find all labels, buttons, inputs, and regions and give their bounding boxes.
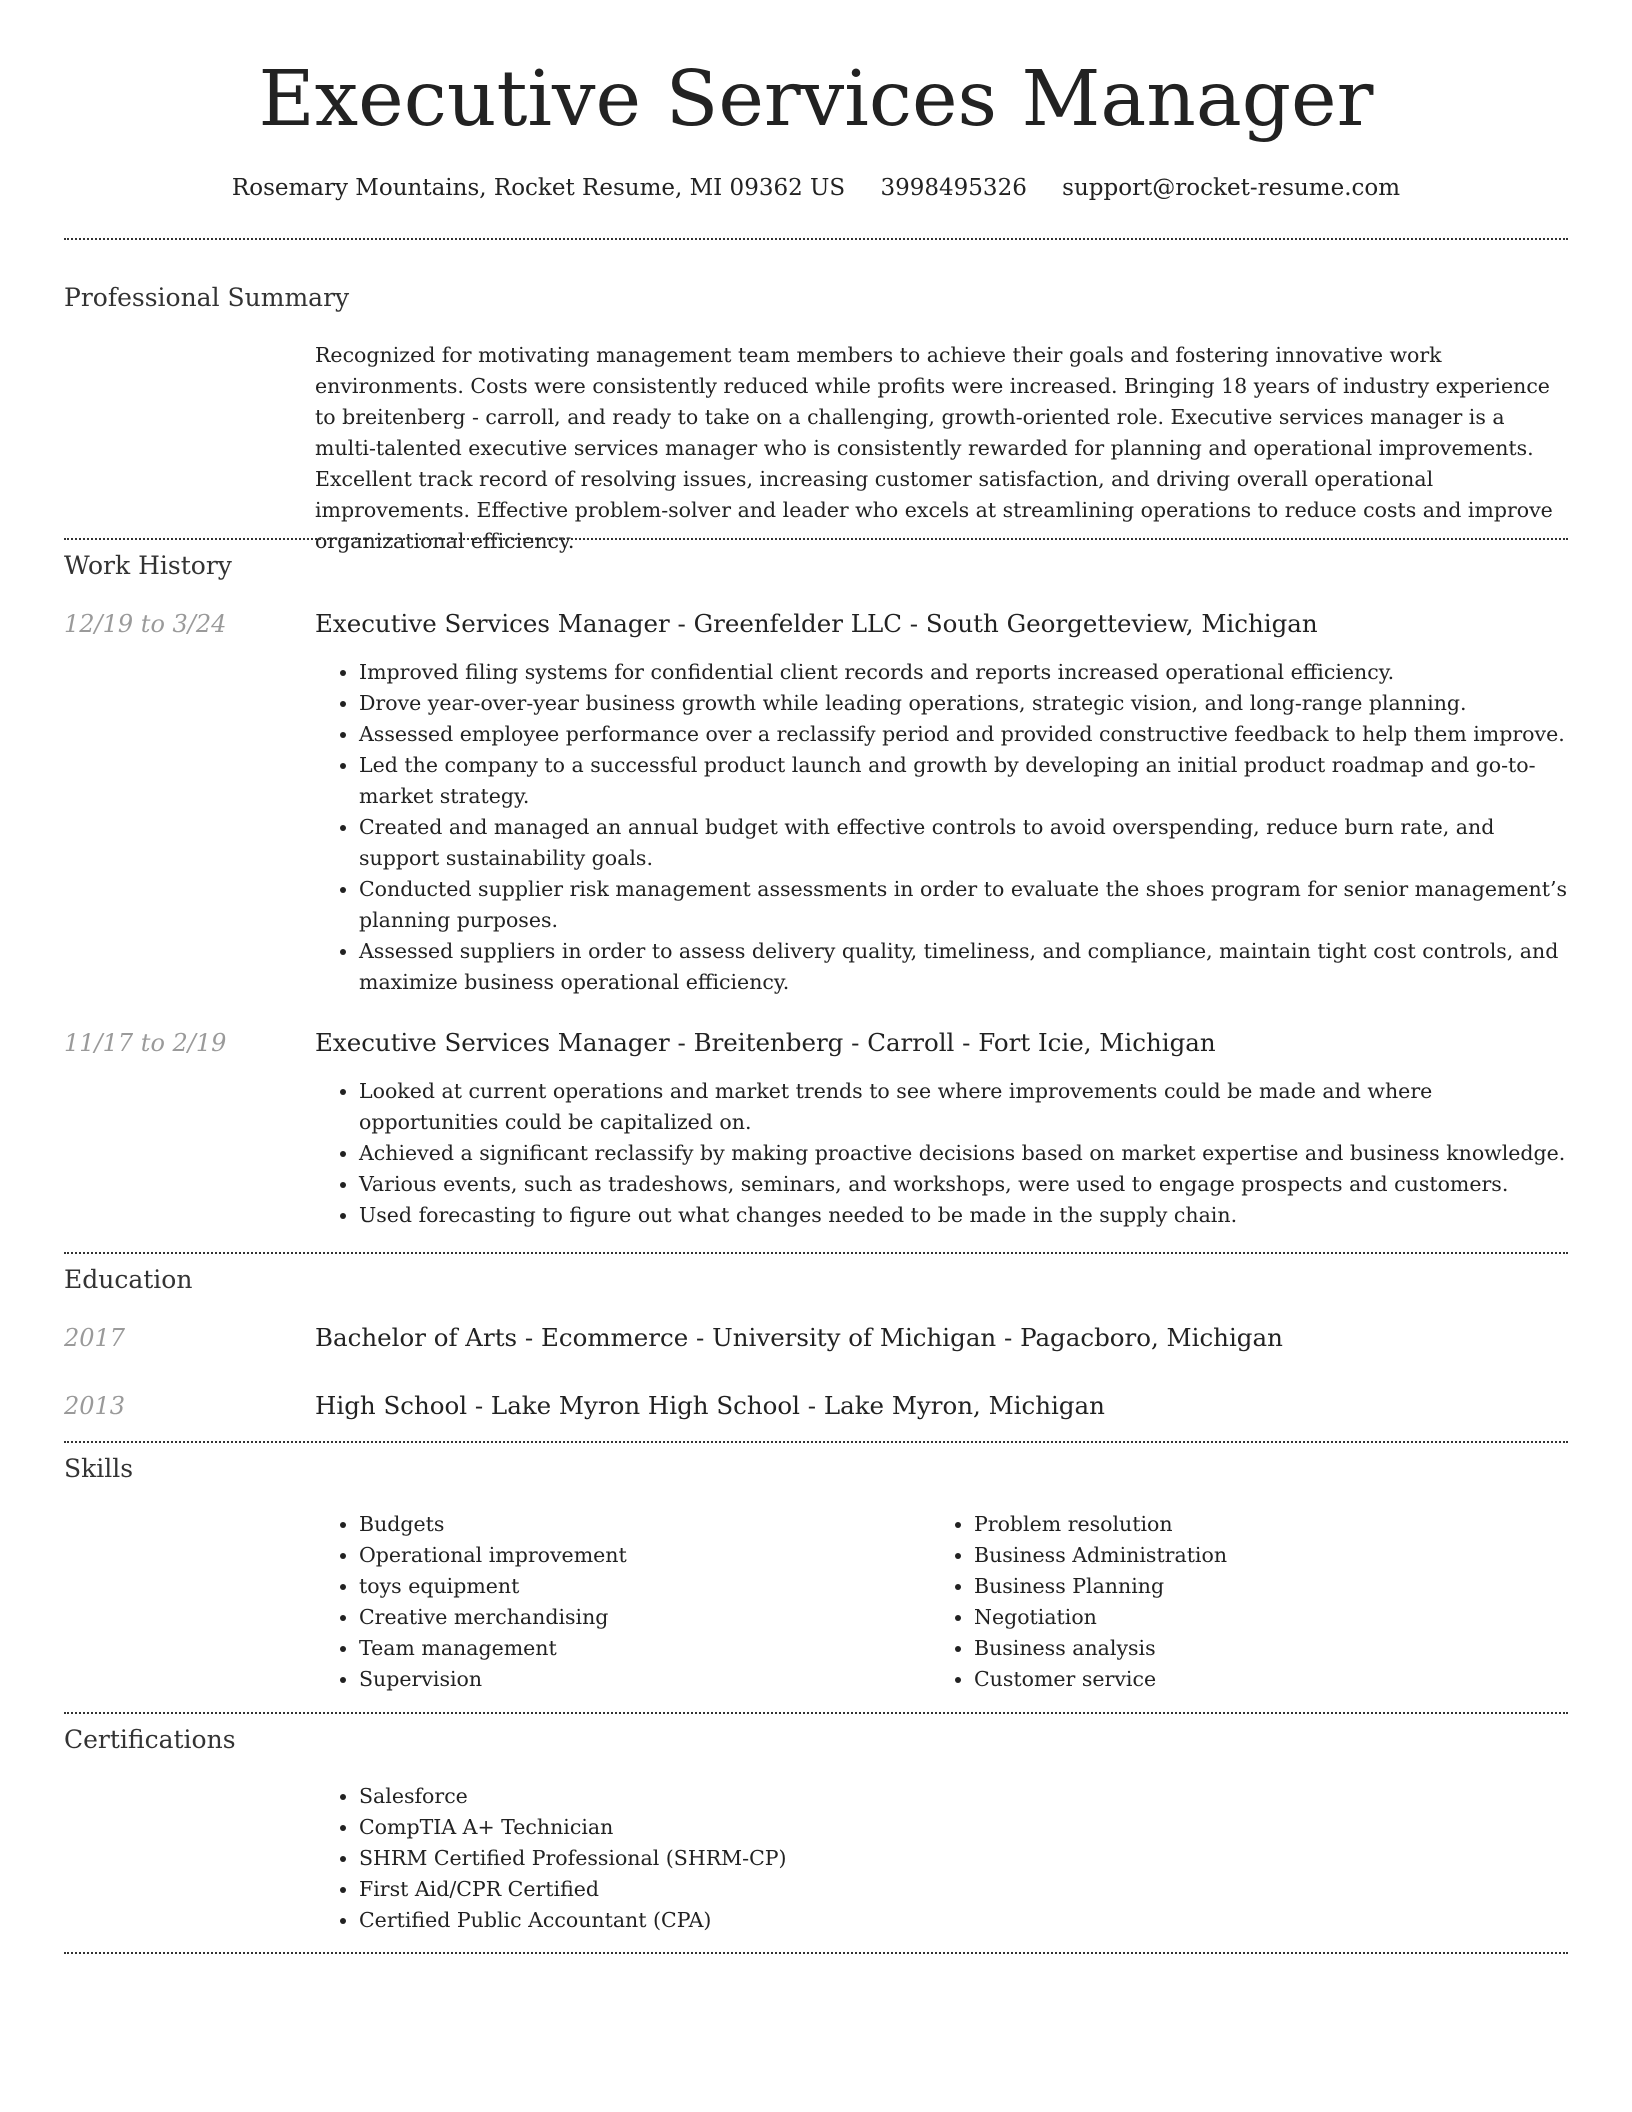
contact-phone: 3998495326 [880,175,1027,201]
list-item: • Negotiation [974,1602,1568,1633]
list-item: • Team management [359,1633,929,1664]
skills-list-right [930,1509,1568,1695]
resume-title: Executive Services Manager [258,55,1374,144]
education-entry: High School - Lake Myron High School - Lake Myron, Michigan [315,1391,1105,1420]
list-item: • Drove year-over-year business growth while leading operations, strategic vision, and long-range planning. [359,688,1568,719]
list-item: • Certified Public Accountant (CPA) [359,1905,1259,1936]
list-item: • toys equipment [359,1571,929,1602]
list-item: • Conducted supplier risk management assessments in order to evaluate the shoes program for senior management’s planning purposes. [359,874,1568,936]
list-item: • CompTIA A+ Technician [359,1812,1259,1843]
contact-line [64,170,1568,206]
job-dates: 12/19 to 3/24 [64,610,227,638]
job-bullets [315,1076,1568,1231]
list-item: • SHRM Certified Professional (SHRM-CP) [359,1843,1259,1874]
list-item: • Business Planning [974,1571,1568,1602]
section-divider [64,1952,1568,1954]
list-item: • Assessed employee performance over a reclassify period and provided constructive feedback to help them improve. [359,719,1568,750]
list-item: • Used forecasting to figure out what changes needed to be made in the supply chain. [359,1200,1568,1231]
education-heading: Education [64,1265,193,1294]
list-item: • Created and managed an annual budget with effective controls to avoid overspending, reduce burn rate, and support sustainability goals. [359,812,1568,874]
work-history-heading: Work History [64,551,232,580]
section-divider [64,1712,1568,1714]
summary-heading: Professional Summary [64,283,350,312]
education-year: 2013 [64,1392,126,1420]
list-item: • Customer service [974,1664,1568,1695]
certifications-list [315,1781,1259,1936]
list-item: • Problem resolution [974,1509,1568,1540]
list-item: • Operational improvement [359,1540,929,1571]
list-item: • Assessed suppliers in order to assess delivery quality, timeliness, and compliance, maintain tight cost controls, and maximize business operational efficiency. [359,936,1568,998]
skills-heading: Skills [64,1454,134,1483]
job-title: Executive Services Manager - Greenfelder LLC - South Georgetteview, Michigan [315,609,1318,638]
list-item: • Creative merchandising [359,1602,929,1633]
list-item: • Improved filing systems for confidential client records and reports increased operational efficiency. [359,657,1568,688]
contact-email: support@rocket-resume.com [1062,175,1401,201]
education-entry: Bachelor of Arts - Ecommerce - University of Michigan - Pagacboro, Michigan [315,1323,1283,1352]
contact-address: Rosemary Mountains, Rocket Resume, MI 09362 US [231,175,846,201]
list-item: • Various events, such as tradeshows, seminars, and workshops, were used to engage prospects and customers. [359,1169,1568,1200]
list-item: • Achieved a significant reclassify by making proactive decisions based on market expertise and business knowledge. [359,1138,1568,1169]
certifications-heading: Certifications [64,1725,236,1754]
list-item: • Led the company to a successful product launch and growth by developing an initial product roadmap and go-to-market strategy. [359,750,1568,812]
list-item: • First Aid/CPR Certified [359,1874,1259,1905]
list-item: • Budgets [359,1509,929,1540]
job-dates: 11/17 to 2/19 [64,1029,227,1057]
education-year: 2017 [64,1324,126,1352]
list-item: • Business Administration [974,1540,1568,1571]
section-divider [64,538,1568,540]
skills-list-left [315,1509,929,1695]
list-item: • Business analysis [974,1633,1568,1664]
job-title: Executive Services Manager - Breitenberg - Carroll - Fort Icie, Michigan [315,1028,1216,1057]
list-item: • Supervision [359,1664,929,1695]
list-item: • Salesforce [359,1781,1259,1812]
summary-text: Recognized for motivating management team members to achieve their goals and fostering innovative work environments. Costs were consistently reduced while profits were increased. Bringing 18 years of industry experience to breitenberg - carroll, and ready to take on a challenging, growth-oriented role. Executive services manager is a multi-talented executive services manager who is consistently rewarded for planning and operational improvements. Excellent track record of resolving issues, increasing customer satisfaction, and driving overall operational improvements. Effective problem-solver and leader who excels at streamlining operations to reduce costs and improve organizational efficiency. [315,343,1553,553]
list-item: • Looked at current operations and market trends to see where improvements could be made and where opportunities could be capitalized on. [359,1076,1568,1138]
section-divider [64,1252,1568,1254]
section-divider [64,238,1568,240]
job-bullets [315,657,1568,998]
section-divider [64,1441,1568,1443]
